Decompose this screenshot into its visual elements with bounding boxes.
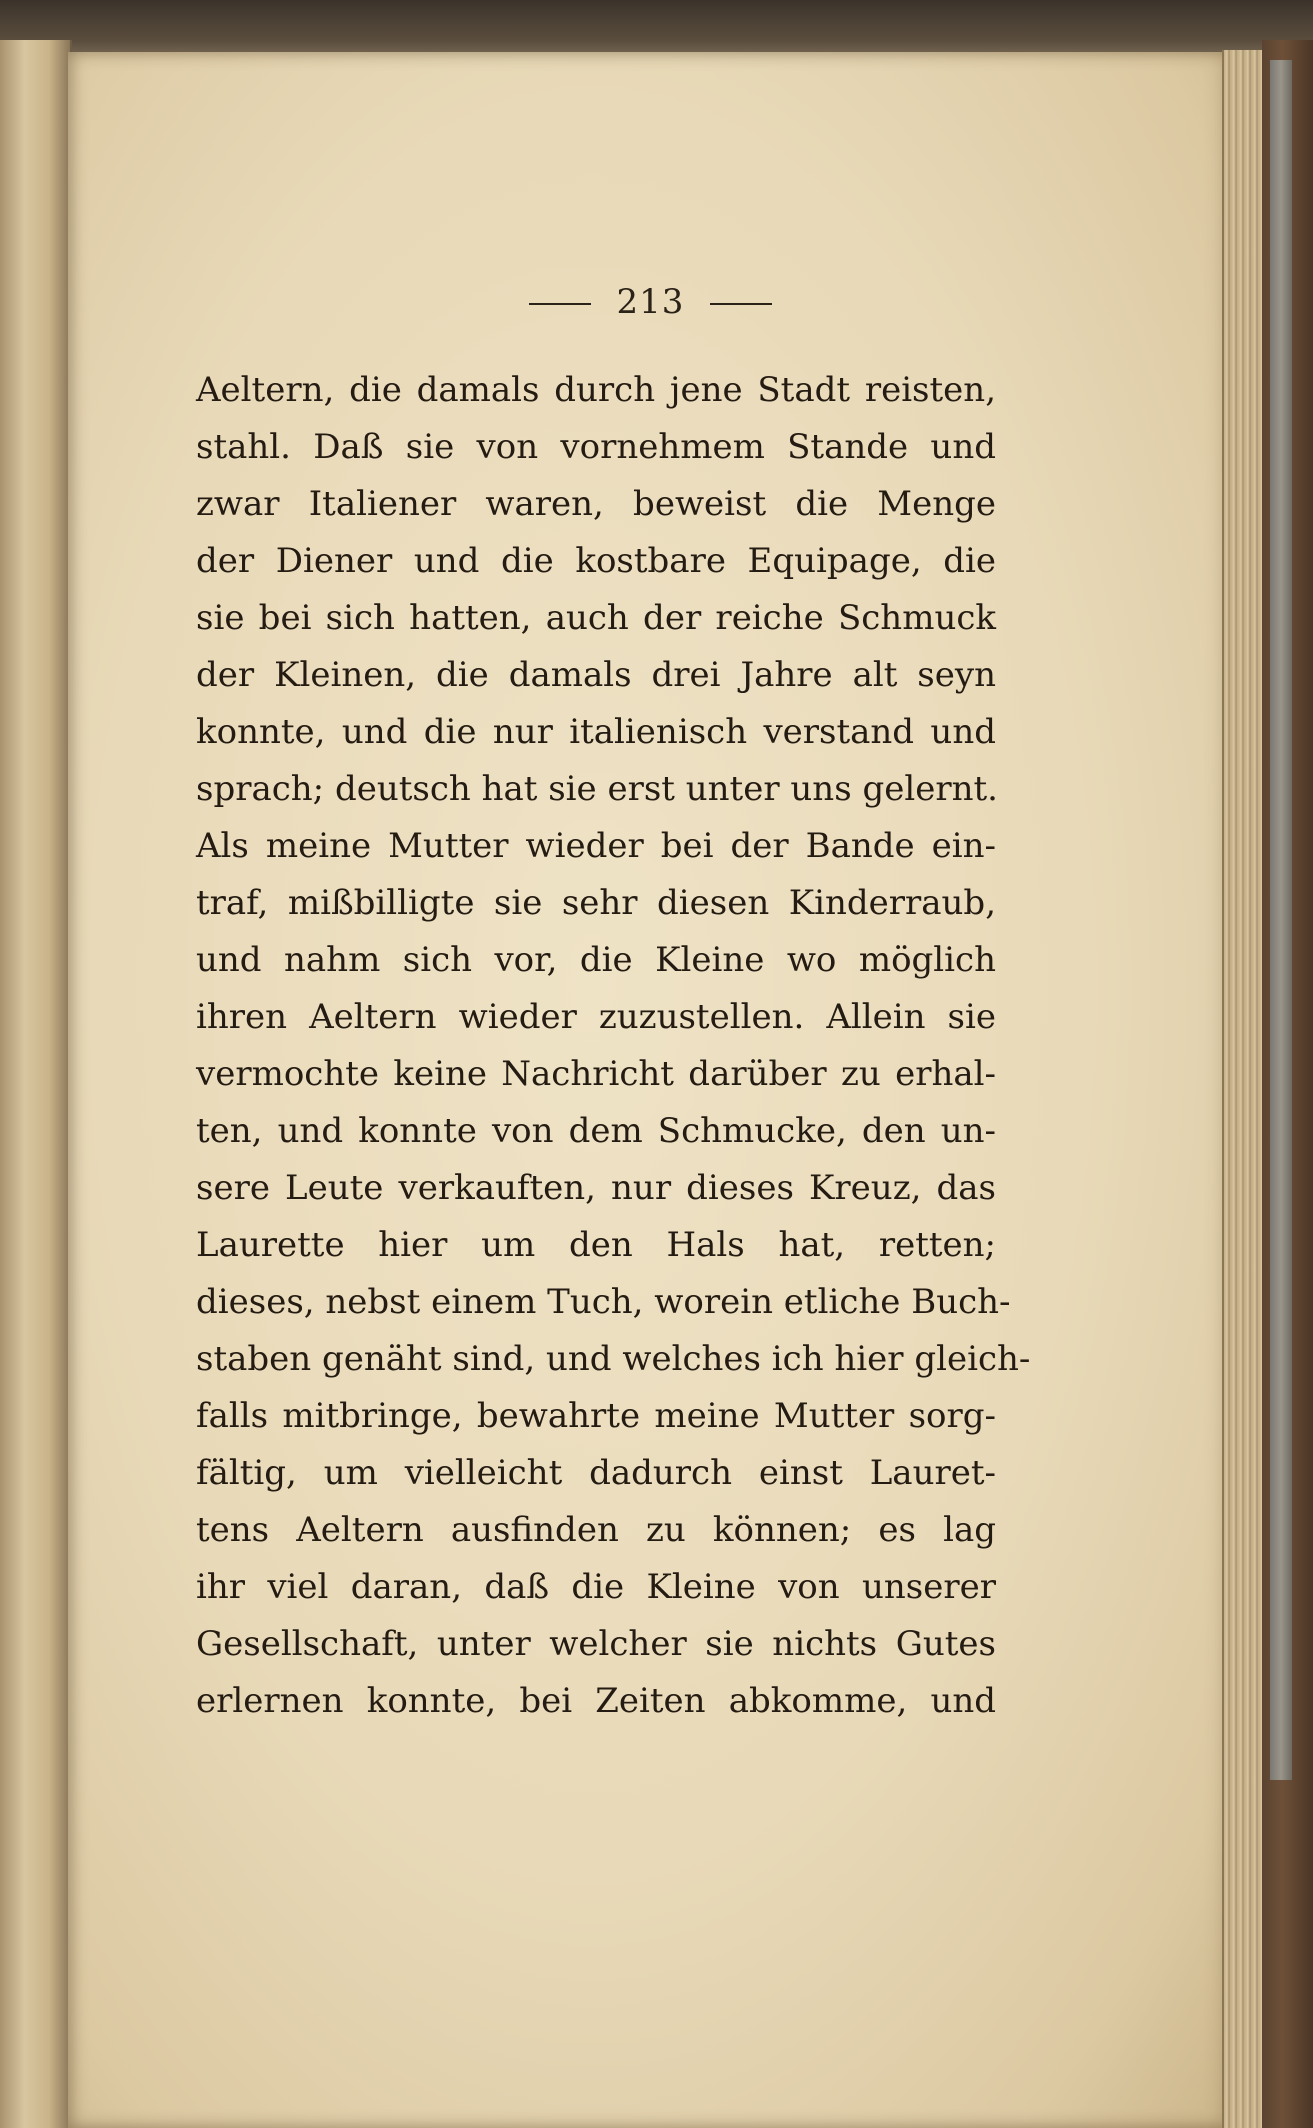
text-line: zwar Italiener waren, beweist die Menge — [196, 484, 996, 524]
text-line: der Kleinen, die damals drei Jahre alt seyn — [196, 655, 996, 695]
text-line: Als meine Mutter wieder bei der Bande ein- — [196, 826, 996, 866]
text-line: erlernen konnte, bei Zeiten abkomme, und — [196, 1681, 996, 1721]
text-line: der Diener und die kostbare Equipage, die — [196, 541, 996, 581]
text-line: Laurette hier um den Hals hat, retten; — [196, 1225, 996, 1265]
text-line: ihr viel daran, daß die Kleine von unserer — [196, 1567, 996, 1607]
left-page-edge — [0, 40, 72, 2128]
text-line: Aeltern, die damals durch jene Stadt reisten, — [196, 370, 996, 410]
text-line: staben genäht sind, und welches ich hier gleich- — [196, 1339, 1031, 1379]
text-line: falls mitbringe, bewahrte meine Mutter sorg- — [196, 1396, 996, 1436]
page-number: 213 — [616, 282, 685, 322]
text-line: traf, mißbilligte sie sehr diesen Kinderraub, — [196, 883, 996, 923]
cover-paper-strip — [1270, 60, 1292, 1780]
text-line: sprach; deutsch hat sie erst unter uns gelernt. — [196, 769, 998, 809]
header-dash-right — [710, 303, 772, 305]
text-line: Gesellschaft, unter welcher sie nichts Gutes — [196, 1624, 996, 1664]
book-top-edge — [0, 0, 1313, 58]
text-line: vermochte keine Nachricht darüber zu erhal- — [196, 1054, 996, 1094]
header-dash-left — [529, 303, 591, 305]
text-line: tens Aeltern ausfinden zu können; es lag — [196, 1510, 996, 1550]
body-text — [196, 362, 1031, 1730]
text-line: dieses, nebst einem Tuch, worein etliche Buch- — [196, 1282, 1011, 1322]
page-header — [68, 282, 1233, 322]
text-line: ihren Aeltern wieder zuzustellen. Allein sie — [196, 997, 996, 1037]
text-line: und nahm sich vor, die Kleine wo möglich — [196, 940, 996, 980]
page-fore-edge — [1222, 50, 1264, 2128]
text-line: sie bei sich hatten, auch der reiche Schmuck — [196, 598, 996, 638]
text-line: konnte, und die nur italienisch verstand und — [196, 712, 996, 752]
text-line: stahl. Daß sie von vornehmem Stande und — [196, 427, 996, 467]
text-line: sere Leute verkauften, nur dieses Kreuz, das — [196, 1168, 996, 1208]
text-line: fältig, um vielleicht dadurch einst Lauret- — [196, 1453, 996, 1493]
text-line: ten, und konnte von dem Schmucke, den un- — [196, 1111, 996, 1151]
book-cover-right — [1262, 40, 1313, 2128]
